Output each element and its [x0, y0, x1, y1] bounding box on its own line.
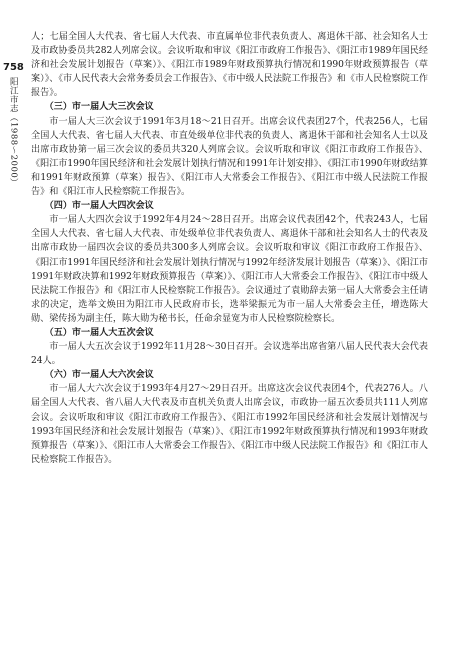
section-heading: （六）市一届人大六次会议	[44, 370, 154, 381]
body-paragraph: 人；七届全国人大代表、省七届人大代表、市直属单位非代表负责人、离退休干部、社会知名人士及市政协委员共282人列席会议。会议听取和审议《阳江市政府工作报告》、《阳江市1989年国民经济和社会发展计划报告（草案）》、《阳江市1989年财政预算执行情况和1990年财政预算报告（草案）》、《市人民代表大会常务委员会工作报告》、《市中级人民法院工作报告》和《市人民检察院工作报告》。	[31, 32, 428, 99]
section-heading: （五）市一届人大五次会议	[44, 327, 154, 338]
book-title: 阳江市志（1988～2000）	[8, 77, 19, 188]
body-paragraph: 市一届人大三次会议于1991年3月18～21日召开。出席会议代表团27个，代表256人，七届全国人大代表、省七届人大代表、市直处级单位非代表的负责人、离退休干部和社会知名人士以及出席市政协第一届三次会议的委员共320人列席会议。会议听取和审议《阳江市政府工作报告》、《阳江市1990年国民经济和社会发展计划执行情况和1991年计划安排》、《阳江市1990年财政结算和1991年财政预算（草案）报告》、《阳江市人大常委会工作报告》、《阳江市中级人民法院工作报告》和《阳江市人民检察院工作报告》。	[31, 116, 428, 198]
body-paragraph: 市一届人大四次会议于1992年4月24～28日召开。出席会议代表团42个，代表243人，七届全国人大代表、省七届人大代表、市处级单位非代表负责人、离退休干部和社会知名人士的代表及出席市政协一届四次会议的委员共300多人列席会议。会议听取和审议《阳江市政府工作报告》、《阳江市1991年国民经济和社会发展计划执行情况与1992年经济发展计划报告（草案）》、《阳江市1991年财政决算和1992年财政预算报告（草案）》、《阳江市人大常委会工作报告》、《阳江市中级人民法院工作报告》和《阳江市人民检察院工作报告》。会议通过了袁勋辞去第一届人大常委会主任请求的决定，选举文焕田为阳江市人民政府市长，选举梁振元为市一届人大常委会主任，增选陈大勋、梁传扬为副主任，陈大勋为秘书长，任命余显宽为市人民检察院检察长。	[31, 215, 428, 324]
body-paragraph: 市一届人大六次会议于1993年4月27～29日召开。出席这次会议代表团4个，代表276人。八届全国人大代表、省八届人大代表及市直机关负责人出席会议，市政协一届五次委员共111人列席会议。会议听取和审议《阳江市政府工作报告》、《阳江市1992年国民经济和社会发展计划情况与1993年国民经济和社会发展计划报告（草案）》、《阳江市1992年财政预算执行情况和1993年财政预算报告（草案）》、《阳江市人大常委会工作报告》、《阳江市中级人民法院工作报告》和《阳江市人民检察院工作报告》。	[31, 384, 428, 465]
section-heading: （三）市一届人大三次会议	[44, 102, 154, 113]
body-paragraph: 市一届人大五次会议于1992年11月28～30日召开。会议选举出席省第八届人民代表大会代表24人。	[31, 342, 428, 367]
page-body	[31, 30, 428, 467]
page-number: 758	[3, 62, 24, 73]
section-heading: （四）市一届人大四次会议	[44, 201, 154, 212]
page-margin	[3, 62, 23, 187]
